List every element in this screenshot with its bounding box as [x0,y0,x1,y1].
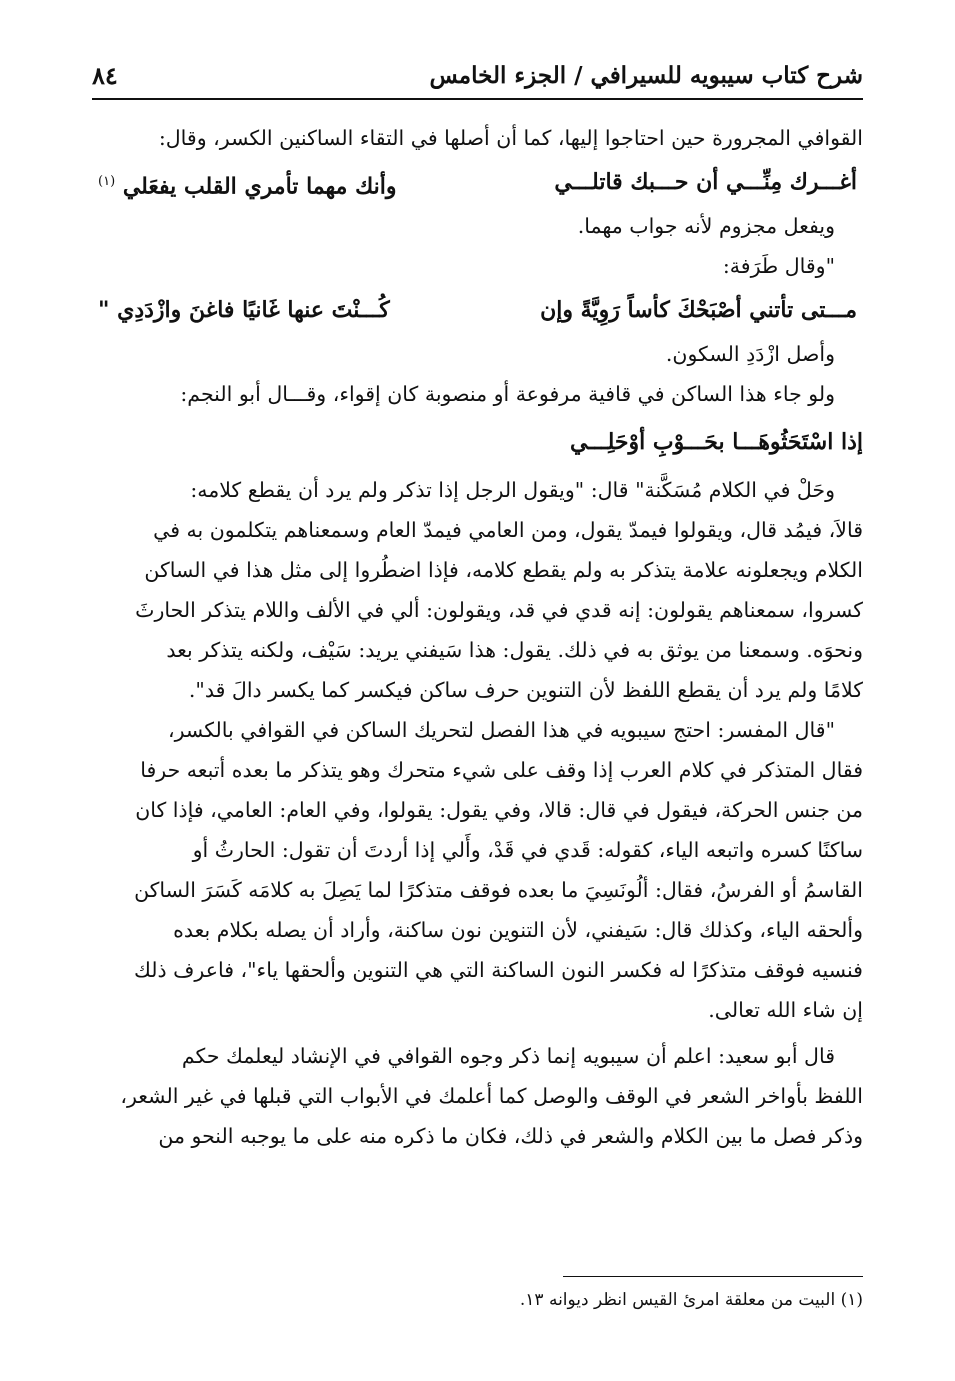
poetry-verse [92,158,863,206]
text-line: "قال المفسر: احتج سيبويه في هذا الفصل لتحريك الساكن في القوافي بالكسر، [167,718,835,742]
text-line: قالاَ، فيمُد قال، ويقولوا فيمدّ يقول، ومن العامي فيمدّ العام وسمعناهم يتكلمون به في [153,518,863,542]
footnote: (١) البيت من معلقة امرئ القيس انظر ديوانه ١٣. [519,1290,863,1310]
text-line: "وقال طَرَفة: [722,254,835,278]
verse-second-text: وأنك مهما تأمري القلب يفعَلي [122,173,397,200]
text-line: وأصل ازْدَدِ السكون. [665,342,835,366]
text-line: فنسيه فوقف متذكرًا له فكسر النون الساكنة التي هي التنوين وألحقها ياء"، فاعرف ذلك [133,958,863,982]
text-line: ساكنًا كسره واتبعه الياء، كقوله: قَدي في قَدْ، وأَلي إذا أردتَ أن تقول: الحارثُ أو [192,838,863,862]
footnote-divider [563,1276,863,1277]
verse-first-hemistich: مـــتى تأتني أصْبَحْكَ كأساً رَوِيَّةً وإن [540,297,857,323]
text-line: فقال المتذكر في كلام العرب إذا وقف على شيء متحرك وهو يتذكر ما بعده أتبعه حرفا [140,758,863,782]
text-line: من جنس الحركة، فيقول في قال: قالا، وفي يقول: يقولوا، وفي العام: العامي، فإذا كان [135,798,863,822]
centered-verse: إذا اسْتَحَثُوهَـــا بحَـــوْبِ أوْحَلِـــي [569,429,863,455]
verse-second-hemistich: كُـــنْتَ عنها غَانيًا فاغنَ وازْدَدِي " [98,297,390,323]
text-line: قال أبو سعيد: اعلم أن سيبويه إنما ذكر وجوه القوافي في الإنشاد ليعلمك حكم [181,1044,835,1068]
text-line: وألحقه الياء، وكذلك قال: سَيفني، لأن التنوين نون ساكنة، وأراد أن يصله بكلام بعده [173,918,863,942]
text-line: القوافي المجرورة حين احتاجوا إليها، كما أن أصلها في التقاء الساكنين الكسر، وقال: [158,126,863,150]
verse-first-hemistich: أغـــرك مِنِّـــي أن حـــبك قاتلـــي [554,169,857,195]
text-line: ولو جاء هذا الساكن في قافية مرفوعة أو منصوبة كان إقواء، وقـــال أبو النجم: [180,382,835,406]
text-line: كلامًا ولم يرد أن يقطع اللفظ لأن التنوين حرف ساكن فيكسر كما يكسر دالَ قد". [188,678,863,702]
verse-second-hemistich [98,158,396,206]
running-title: شرح كتاب سيبويه للسيرافي / الجزء الخامس [429,61,863,89]
text-line: إن شاء الله تعالى. [708,998,863,1022]
text-line: وذكر فصل ما بين الكلام والشعر في ذلك، فكان ما ذكره منه على ما يوجبه النحو من [158,1124,863,1148]
footnote-marker: (١) [98,174,116,189]
text-line: القاسمُ أو الفرسُ، فقال: ألُونَسِيَ ما بعده فوقف متذكرًا لما يَصِلَ به كلامَه كَسَرَ الساكن [134,878,863,902]
page-header [92,52,863,100]
text-line: الكلام ويجعلونه علامة يتذكر به ولم يقطع كلامه، فإذا اضطُروا إلى مثل هذا في الساكن [144,558,863,582]
text-line: كسروا، سمعناهم يقولون: إنه قدي في قد، ويقولون: ألي في الألف واللام يتذكر الحارثَ [135,598,863,622]
poetry-verse [92,286,863,334]
page-number: ٨٤ [92,60,118,90]
text-line: ونحوَه. وسمعنا من يوثق به في ذلك. يقول: هذا سَيفني يريد: سَيْف، ولكنه يتذكر بعد [166,638,863,662]
text-line: اللفظ بأواخر الشعر في الوقف والوصل كما أعلمك في الأبواب التي قبلها في غير الشعر، [120,1084,863,1108]
text-line: وحَلْ في الكلام مُسَكَّنة" قال: "ويقول الرجل إذا تذكر ولم يرد أن يقطع كلامه: [190,478,835,502]
text-line: ويفعل مجزوم لأنه جواب مهما. [577,214,835,238]
main-text [92,118,863,1156]
